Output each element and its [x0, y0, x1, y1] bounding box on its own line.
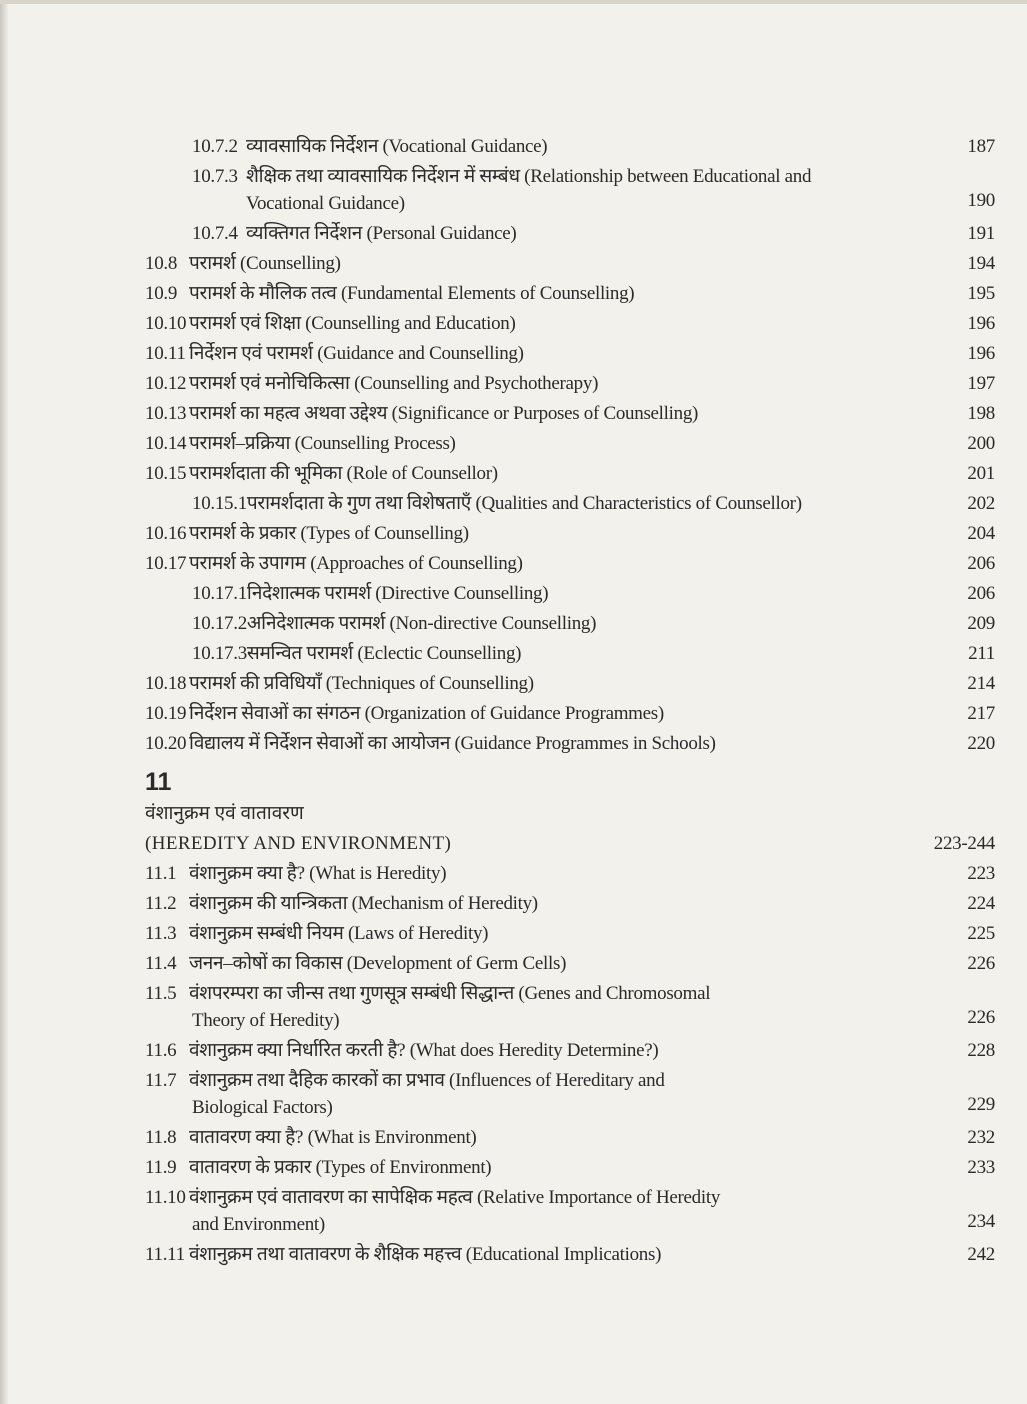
chapter-number: 11	[145, 768, 172, 796]
section-number: 11.7	[145, 1070, 177, 1091]
section-number: 10.19	[145, 703, 187, 724]
toc-entry-line	[145, 889, 995, 919]
section-number: 10.16	[145, 523, 187, 544]
toc-entry-line	[145, 699, 995, 729]
section-number: 11.8	[145, 1127, 177, 1148]
section-number: 11.3	[145, 923, 177, 944]
chapter-title-english: (HEREDITY AND ENVIRONMENT)	[145, 833, 452, 854]
page-number: 197	[967, 373, 995, 394]
section-title: निदेशात्मक परामर्श (Directive Counselling)	[246, 583, 549, 604]
page-number: 220	[967, 733, 995, 754]
page-number: 201	[967, 463, 995, 484]
section-title: परामर्श एवं मनोचिकित्सा (Counselling and Psychotherapy)	[189, 373, 599, 394]
toc-entry-line	[145, 1153, 995, 1183]
section-title-continuation: and Environment)	[192, 1214, 325, 1235]
chapter-title-english-row	[145, 829, 995, 859]
section-title: परामर्शदाता की भूमिका (Role of Counsellor)	[189, 463, 498, 484]
toc-entry	[145, 699, 995, 729]
page-number: 226	[967, 1007, 995, 1028]
page-number: 200	[967, 433, 995, 454]
toc-entry-line	[145, 519, 995, 549]
toc-entry	[145, 859, 995, 889]
page-number: 206	[967, 553, 995, 574]
section-number: 10.13	[145, 403, 187, 424]
section-number: 10.7.3	[192, 166, 238, 187]
page-number: 225	[967, 923, 995, 944]
section-title: जनन–कोषों का विकास (Development of Germ Cells)	[189, 953, 567, 974]
toc-entry-line	[145, 1240, 995, 1270]
page-number: 190	[967, 190, 995, 211]
toc-entry	[145, 132, 995, 162]
section-title: परामर्श के मौलिक तत्व (Fundamental Elements of Counselling)	[189, 283, 635, 304]
page-edge-shadow	[0, 0, 8, 1404]
section-number: 11.5	[145, 983, 177, 1004]
page-number: 234	[967, 1211, 995, 1232]
section-number: 10.15	[145, 463, 187, 484]
section-number: 10.7.2	[192, 136, 238, 157]
toc-entry-line	[145, 309, 995, 339]
page-number: 232	[967, 1127, 995, 1148]
page-number: 196	[967, 313, 995, 334]
section-number: 10.12	[145, 373, 187, 394]
section-title: वंशानुक्रम क्या निर्धारित करती है? (What does Heredity Determine?)	[189, 1040, 659, 1061]
page-number: 228	[967, 1040, 995, 1061]
toc-entry	[145, 249, 995, 279]
page-number: 242	[967, 1244, 995, 1265]
toc-entry-line	[145, 579, 995, 609]
toc-entry-line	[145, 639, 995, 669]
toc-entry	[145, 889, 995, 919]
toc-entry-line	[145, 1066, 995, 1096]
section-title: परामर्श का महत्व अथवा उद्देश्य (Significance or Purposes of Counselling)	[189, 403, 699, 424]
toc-entry	[145, 489, 995, 519]
section-title: परामर्श (Counselling)	[189, 253, 341, 274]
page-number: 204	[967, 523, 995, 544]
section-title: वातावरण क्या है? (What is Environment)	[189, 1127, 477, 1148]
section-number: 11.6	[145, 1040, 177, 1061]
toc-entry	[145, 949, 995, 979]
page-number: 214	[967, 673, 995, 694]
section-number: 10.17.3	[192, 643, 247, 664]
section-title: परामर्श की प्रविधियाँ (Techniques of Counselling)	[189, 673, 534, 694]
section-title: शैक्षिक तथा व्यावसायिक निर्देशन में सम्बंध (Relationship between Educational and	[246, 166, 812, 187]
toc-entry	[145, 279, 995, 309]
page-number: 202	[967, 493, 995, 514]
section-title: वातावरण के प्रकार (Types of Environment)	[189, 1157, 492, 1178]
chapter-page-range: 223-244	[933, 833, 995, 854]
toc-entry	[145, 1153, 995, 1183]
section-title: वंशानुक्रम एवं वातावरण का सापेक्षिक महत्व (Relative Importance of Heredity	[189, 1187, 721, 1208]
toc-entry-line	[145, 489, 995, 519]
toc-entry-line	[145, 132, 995, 162]
section-title: निर्देशन एवं परामर्श (Guidance and Counselling)	[189, 343, 524, 364]
section-title: परामर्शदाता के गुण तथा विशेषताएँ (Qualities and Characteristics of Counsellor)	[246, 493, 802, 514]
page-number: 217	[967, 703, 995, 724]
toc-entry	[145, 669, 995, 699]
section-number: 11.4	[145, 953, 177, 974]
section-number: 11.9	[145, 1157, 177, 1178]
toc-entry-line	[145, 1036, 995, 1066]
toc-entry-line	[145, 162, 995, 192]
toc-entry	[145, 919, 995, 949]
chapter-11-section	[145, 859, 995, 1270]
toc-entry-line	[145, 1123, 995, 1153]
section-title: वंशपरम्परा का जीन्स तथा गुणसूत्र सम्बंधी सिद्धान्त (Genes and Chromosomal	[189, 983, 711, 1004]
toc-entry-line	[145, 279, 995, 309]
toc-entry-line	[145, 609, 995, 639]
page-number: 198	[967, 403, 995, 424]
toc-entry-line	[145, 399, 995, 429]
page-number: 187	[967, 136, 995, 157]
toc-entry-line	[145, 429, 995, 459]
toc-entry-line	[145, 339, 995, 369]
page-number: 196	[967, 343, 995, 364]
page-number: 226	[967, 953, 995, 974]
section-title: व्यावसायिक निर्देशन (Vocational Guidance)	[246, 136, 548, 157]
table-of-contents	[145, 132, 995, 1270]
toc-entry-line	[145, 1183, 995, 1213]
toc-entry	[145, 1036, 995, 1066]
toc-entry	[145, 309, 995, 339]
toc-entry	[145, 549, 995, 579]
toc-entry-line	[145, 859, 995, 889]
section-title: परामर्श के उपागम (Approaches of Counselling)	[189, 553, 523, 574]
section-number: 10.9	[145, 283, 178, 304]
section-title: परामर्श के प्रकार (Types of Counselling)	[189, 523, 469, 544]
toc-entry-line	[145, 369, 995, 399]
section-number: 10.17.2	[192, 613, 247, 634]
page-number: 229	[967, 1094, 995, 1115]
toc-entry-line	[145, 249, 995, 279]
toc-entry	[145, 519, 995, 549]
toc-entry	[145, 429, 995, 459]
section-number: 10.18	[145, 673, 187, 694]
toc-entry	[145, 609, 995, 639]
toc-entry	[145, 979, 995, 1036]
section-title: वंशानुक्रम क्या है? (What is Heredity)	[189, 863, 447, 884]
section-number: 11.10	[145, 1187, 186, 1208]
toc-entry-line	[145, 549, 995, 579]
toc-entry	[145, 162, 995, 219]
section-number: 10.14	[145, 433, 187, 454]
toc-entry	[145, 1066, 995, 1123]
toc-entry-line	[145, 949, 995, 979]
toc-entry	[145, 459, 995, 489]
page-number: 211	[968, 643, 995, 664]
page-number: 206	[967, 583, 995, 604]
section-title: अनिदेशात्मक परामर्श (Non-directive Counselling)	[246, 613, 597, 634]
toc-entry-line	[145, 919, 995, 949]
toc-entry	[145, 339, 995, 369]
section-title: निर्देशन सेवाओं का संगठन (Organization of Guidance Programmes)	[189, 703, 664, 724]
section-title: समन्वित परामर्श (Eclectic Counselling)	[246, 643, 522, 664]
page-number: 233	[967, 1157, 995, 1178]
toc-entry	[145, 579, 995, 609]
section-number: 10.7.4	[192, 223, 238, 244]
section-title-continuation: Vocational Guidance)	[246, 193, 405, 214]
toc-entry-line	[145, 459, 995, 489]
chapter-10-section	[145, 132, 995, 759]
toc-entry-line	[145, 219, 995, 249]
toc-entry-line	[145, 729, 995, 759]
section-title-continuation: Biological Factors)	[192, 1097, 333, 1118]
section-title: परामर्श एवं शिक्षा (Counselling and Education)	[189, 313, 516, 334]
chapter-11-heading	[145, 765, 995, 859]
toc-entry	[145, 219, 995, 249]
section-number: 11.11	[145, 1244, 185, 1265]
page-number: 195	[967, 283, 995, 304]
section-number: 10.8	[145, 253, 178, 274]
section-number: 11.1	[145, 863, 177, 884]
section-title: वंशानुक्रम तथा वातावरण के शैक्षिक महत्त्व (Educational Implications)	[189, 1244, 662, 1265]
section-number: 10.20	[145, 733, 187, 754]
section-title: वंशानुक्रम तथा दैहिक कारकों का प्रभाव (Influences of Hereditary and	[189, 1070, 665, 1091]
section-title: विद्यालय में निर्देशन सेवाओं का आयोजन (Guidance Programmes in Schools)	[189, 733, 716, 754]
section-title: परामर्श–प्रक्रिया (Counselling Process)	[189, 433, 456, 454]
section-number: 10.10	[145, 313, 187, 334]
page-top-edge	[0, 0, 1027, 4]
toc-entry	[145, 369, 995, 399]
chapter-title-hindi: वंशानुक्रम एवं वातावरण	[145, 803, 304, 824]
section-number: 10.17	[145, 553, 187, 574]
toc-entry	[145, 399, 995, 429]
page-number: 223	[967, 863, 995, 884]
section-title: वंशानुक्रम सम्बंधी नियम (Laws of Heredity)	[189, 923, 489, 944]
section-number: 11.2	[145, 893, 177, 914]
toc-entry	[145, 1240, 995, 1270]
section-title: वंशानुक्रम की यान्त्रिकता (Mechanism of Heredity)	[189, 893, 538, 914]
section-number: 10.17.1	[192, 583, 247, 604]
section-title: व्यक्तिगत निर्देशन (Personal Guidance)	[246, 223, 517, 244]
page-number: 209	[967, 613, 995, 634]
toc-entry-line	[145, 669, 995, 699]
page-number: 191	[967, 223, 995, 244]
section-number: 10.15.1	[192, 493, 247, 514]
toc-entry	[145, 1123, 995, 1153]
page-number: 224	[967, 893, 995, 914]
toc-entry	[145, 639, 995, 669]
toc-entry	[145, 1183, 995, 1240]
page-number: 194	[967, 253, 995, 274]
toc-entry-line	[145, 979, 995, 1009]
section-title-continuation: Theory of Heredity)	[192, 1010, 340, 1031]
toc-entry	[145, 729, 995, 759]
section-number: 10.11	[145, 343, 186, 364]
